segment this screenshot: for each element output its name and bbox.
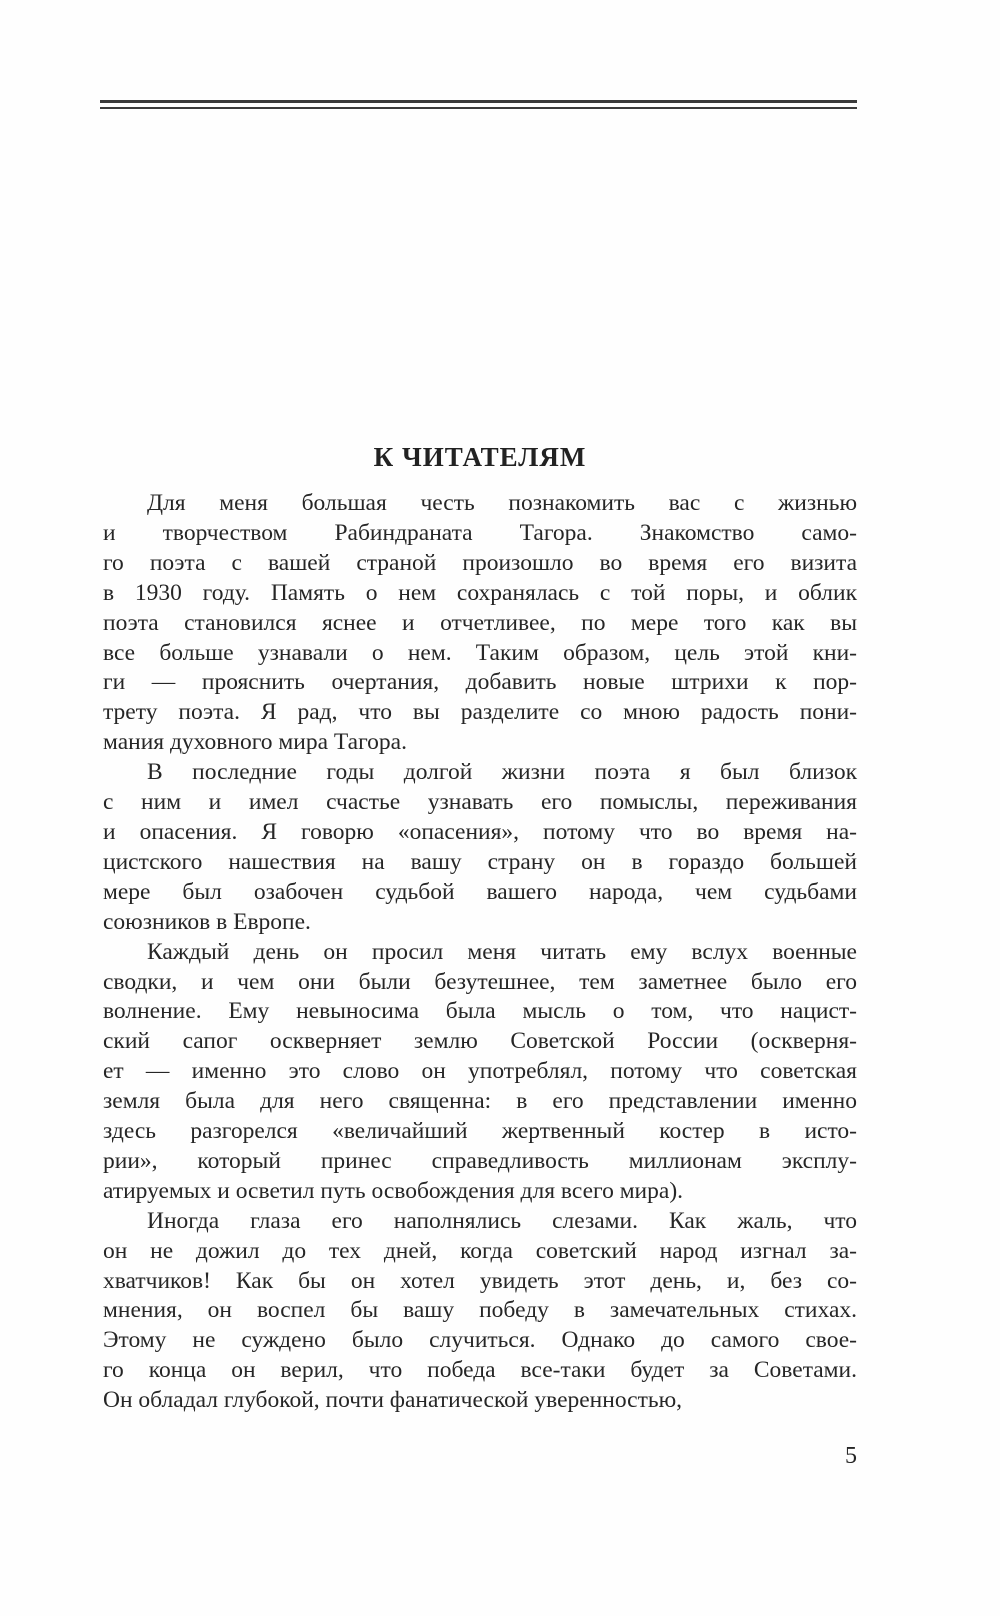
text-line: хватчиков! Как бы он хотел увидеть этот день, и, без со-	[103, 1267, 857, 1294]
text-line: все больше узнавали о нем. Таким образом, цель этой кни-	[103, 639, 857, 666]
paragraph	[103, 938, 857, 1207]
text-line: земля была для него священна: в его представлении именно	[103, 1088, 857, 1115]
text-line: цистского нашествия на вашу страну он в гораздо большей	[103, 848, 857, 875]
text-line: Он обладал глубокой, почти фанатической уверенностью,	[103, 1387, 683, 1414]
text-line: волнение. Ему невыносима была мысль о том, что нацист-	[103, 998, 857, 1025]
text-line: мере был озабочен судьбой вашего народа, чем судьбами	[103, 878, 857, 905]
text-line: го поэта с вашей страной произошло во время его визита	[103, 549, 857, 576]
text-line: и опасения. Я говорю «опасения», потому что во время на-	[103, 818, 857, 845]
text-line: трету поэта. Я рад, что вы разделите со мною радость пони-	[103, 699, 857, 726]
text-line: Каждый день он просил меня читать ему вслух военные	[147, 938, 857, 965]
paragraph	[103, 758, 857, 937]
page-number: 5	[845, 1443, 857, 1469]
text-line: с ним и имел счастье узнавать его помыслы, переживания	[103, 789, 857, 816]
text-line: мания духовного мира Тагора.	[103, 729, 407, 756]
text-line: ет — именно это слово он употреблял, потому что советская	[103, 1058, 857, 1085]
text-line: и творчеством Рабиндраната Тагора. Знакомство само-	[103, 519, 857, 546]
text-line: в 1930 году. Память о нем сохранялась с той поры, и облик	[103, 579, 857, 606]
text-line: поэта становился яснее и отчетливее, по мере того как вы	[103, 609, 857, 636]
text-line: сводки, и чем они были безутешнее, тем заметнее было его	[103, 968, 857, 995]
text-line: го конца он верил, что победа все-таки будет за Советами.	[103, 1357, 857, 1384]
text-line: Этому не суждено было случиться. Однако до самого свое-	[103, 1327, 857, 1354]
text-line: мнения, он воспел бы вашу победу в замечательных стихах.	[103, 1297, 857, 1324]
text-line: здесь разгорелся «величайший жертвенный костер в исто-	[103, 1118, 857, 1145]
text-line: ги — прояснить очертания, добавить новые штрихи к пор-	[103, 669, 857, 696]
text-line: союзников в Европе.	[103, 908, 311, 935]
text-line: атируемых и осветил путь освобождения для всего мира).	[103, 1177, 684, 1204]
text-line: Для меня большая честь познакомить вас с жизнью	[147, 490, 857, 516]
text-line: В последние годы долгой жизни поэта я был близок	[147, 759, 857, 786]
body-text	[103, 489, 857, 1416]
text-line: он не дожил до тех дней, когда советский народ изгнал за-	[103, 1237, 857, 1264]
text-line: ский сапог оскверняет землю Советской России (оскверня-	[103, 1028, 857, 1055]
paragraph	[103, 489, 857, 758]
paragraph	[103, 1207, 857, 1416]
text-line: Иногда глаза его наполнялись слезами. Как жаль, что	[147, 1207, 857, 1234]
text-line: рии», который принес справедливость миллионам эксплу-	[103, 1147, 857, 1174]
page-title: К ЧИТАТЕЛЯМ	[373, 442, 587, 473]
header-double-rule	[100, 100, 857, 109]
